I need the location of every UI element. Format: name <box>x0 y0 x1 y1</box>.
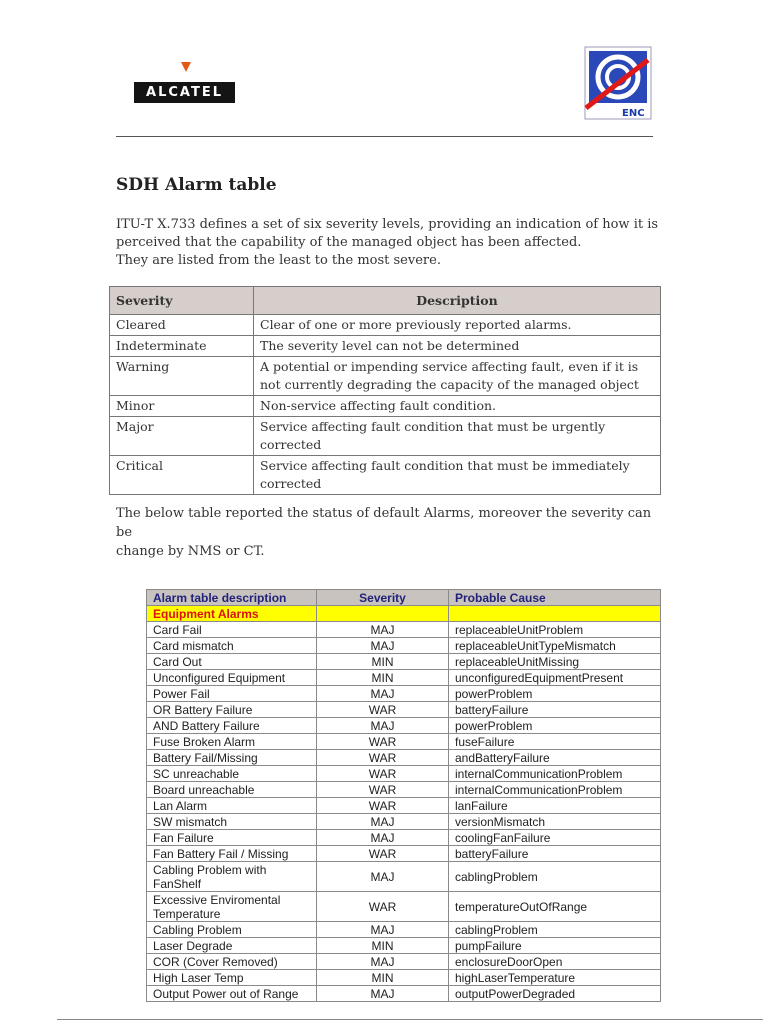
alarm-severity: MAJ <box>317 718 449 734</box>
alarm-row <box>147 638 661 654</box>
severity-row <box>110 396 661 417</box>
alarm-description: Power Fail <box>147 686 317 702</box>
alarm-group-label: Equipment Alarms <box>147 606 317 622</box>
severity-table-header <box>110 287 661 315</box>
severity-row <box>110 315 661 336</box>
alarm-description: Excessive Enviromental Temperature <box>147 892 317 922</box>
alarm-row <box>147 686 661 702</box>
alarm-probable-cause: temperatureOutOfRange <box>449 892 661 922</box>
alarm-description: COR (Cover Removed) <box>147 954 317 970</box>
alarm-probable-cause: pumpFailure <box>449 938 661 954</box>
alarm-severity: WAR <box>317 892 449 922</box>
alarm-table-header <box>147 590 661 606</box>
alarm-probable-cause: fuseFailure <box>449 734 661 750</box>
alarm-row <box>147 750 661 766</box>
alarm-description: Cabling Problem with FanShelf <box>147 862 317 892</box>
logo-triangle-icon <box>181 62 191 72</box>
alarm-row <box>147 734 661 750</box>
alarm-group-empty-cell <box>449 606 661 622</box>
alarm-description: Board unreachable <box>147 782 317 798</box>
alarm-row <box>147 798 661 814</box>
severity-description: Service affecting fault condition that must be urgently corrected <box>254 417 661 456</box>
severity-description: Clear of one or more previously reported alarms. <box>254 315 661 336</box>
alarm-description: Card mismatch <box>147 638 317 654</box>
alarm-probable-cause: outputPowerDegraded <box>449 986 661 1002</box>
severity-row <box>110 456 661 495</box>
alarm-row <box>147 654 661 670</box>
alarm-severity: WAR <box>317 702 449 718</box>
alarm-row <box>147 938 661 954</box>
alarm-description: Output Power out of Range <box>147 986 317 1002</box>
enc-logo-text: ENC <box>622 108 645 119</box>
severity-level: Warning <box>110 357 254 396</box>
alarm-row <box>147 922 661 938</box>
enc-logo <box>584 46 652 120</box>
alarm-row <box>147 846 661 862</box>
alarm-severity: MAJ <box>317 954 449 970</box>
alarm-description: Fan Battery Fail / Missing <box>147 846 317 862</box>
intro-paragraph <box>116 216 676 270</box>
alarm-cause-column-header: Probable Cause <box>449 590 661 606</box>
alarm-group-row <box>147 606 661 622</box>
alarm-row <box>147 954 661 970</box>
alarm-description: Battery Fail/Missing <box>147 750 317 766</box>
severity-level: Indeterminate <box>110 336 254 357</box>
alarm-description: Card Out <box>147 654 317 670</box>
severity-row <box>110 357 661 396</box>
alcatel-logo-text: ALCATEL <box>134 82 235 103</box>
alarm-row <box>147 718 661 734</box>
intro-line: They are listed from the least to the most severe. <box>116 253 441 268</box>
alarm-severity: MAJ <box>317 830 449 846</box>
alarm-severity: MIN <box>317 670 449 686</box>
page-title: SDH Alarm table <box>116 175 277 195</box>
alarm-probable-cause: internalCommunicationProblem <box>449 782 661 798</box>
alarm-probable-cause: andBatteryFailure <box>449 750 661 766</box>
alarm-probable-cause: replaceableUnitTypeMismatch <box>449 638 661 654</box>
alarm-severity: WAR <box>317 766 449 782</box>
severity-row <box>110 336 661 357</box>
severity-description: Non-service affecting fault condition. <box>254 396 661 417</box>
alarm-description: Fuse Broken Alarm <box>147 734 317 750</box>
alarm-severity: WAR <box>317 782 449 798</box>
alarm-row <box>147 830 661 846</box>
alarm-description: SW mismatch <box>147 814 317 830</box>
alarm-description: Fan Failure <box>147 830 317 846</box>
alarm-severity: MAJ <box>317 814 449 830</box>
alarm-description: Cabling Problem <box>147 922 317 938</box>
alarm-probable-cause: lanFailure <box>449 798 661 814</box>
alarm-description: AND Battery Failure <box>147 718 317 734</box>
alarm-severity: MAJ <box>317 922 449 938</box>
alarm-probable-cause: cablingProblem <box>449 922 661 938</box>
severity-level: Critical <box>110 456 254 495</box>
alarm-severity: WAR <box>317 798 449 814</box>
alarm-probable-cause: unconfiguredEquipmentPresent <box>449 670 661 686</box>
severity-table <box>109 286 661 495</box>
alarm-probable-cause: versionMismatch <box>449 814 661 830</box>
alarm-severity: MAJ <box>317 622 449 638</box>
alarm-row <box>147 622 661 638</box>
alarm-severity: WAR <box>317 846 449 862</box>
alarm-row <box>147 862 661 892</box>
alarm-severity: MIN <box>317 970 449 986</box>
alarm-description: Lan Alarm <box>147 798 317 814</box>
alarm-row <box>147 970 661 986</box>
alarm-table <box>146 589 661 1002</box>
alarm-description: Laser Degrade <box>147 938 317 954</box>
severity-row <box>110 417 661 456</box>
alarm-probable-cause: enclosureDoorOpen <box>449 954 661 970</box>
alarm-severity: MAJ <box>317 686 449 702</box>
severity-description: A potential or impending service affecting fault, even if it is not currently degrading the capacity of the managed object <box>254 357 661 396</box>
alarm-probable-cause: powerProblem <box>449 686 661 702</box>
alarm-row <box>147 814 661 830</box>
alarm-row <box>147 782 661 798</box>
alarm-severity: MAJ <box>317 862 449 892</box>
alarm-severity: MAJ <box>317 638 449 654</box>
severity-level: Major <box>110 417 254 456</box>
alarm-severity: MAJ <box>317 986 449 1002</box>
alarm-row <box>147 766 661 782</box>
note-line: The below table reported the status of default Alarms, moreover the severity can be <box>116 506 652 540</box>
alarm-description: Unconfigured Equipment <box>147 670 317 686</box>
alarm-severity-column-header: Severity <box>317 590 449 606</box>
description-column-header: Description <box>254 287 661 315</box>
note-line: change by NMS or CT. <box>116 544 265 559</box>
severity-level: Minor <box>110 396 254 417</box>
alarm-desc-column-header: Alarm table description <box>147 590 317 606</box>
footer-divider <box>57 1019 763 1020</box>
alarm-probable-cause: batteryFailure <box>449 702 661 718</box>
alarm-group-empty-cell <box>317 606 449 622</box>
alarm-severity: MIN <box>317 654 449 670</box>
alarm-severity: WAR <box>317 734 449 750</box>
alarm-severity: WAR <box>317 750 449 766</box>
severity-description: The severity level can not be determined <box>254 336 661 357</box>
severity-level: Cleared <box>110 315 254 336</box>
alarm-note-paragraph <box>116 504 656 561</box>
severity-column-header: Severity <box>110 287 254 315</box>
alarm-row <box>147 892 661 922</box>
alarm-probable-cause: highLaserTemperature <box>449 970 661 986</box>
alarm-description: SC unreachable <box>147 766 317 782</box>
alarm-probable-cause: powerProblem <box>449 718 661 734</box>
alarm-severity: MIN <box>317 938 449 954</box>
alarm-probable-cause: batteryFailure <box>449 846 661 862</box>
alarm-description: Card Fail <box>147 622 317 638</box>
intro-line: perceived that the capability of the managed object has been affected. <box>116 235 582 250</box>
intro-line: ITU-T X.733 defines a set of six severity levels, providing an indication of how it is <box>116 217 659 232</box>
enc-logo-icon <box>584 46 652 120</box>
alarm-probable-cause: internalCommunicationProblem <box>449 766 661 782</box>
alcatel-logo <box>134 62 235 102</box>
alarm-probable-cause: coolingFanFailure <box>449 830 661 846</box>
alarm-description: High Laser Temp <box>147 970 317 986</box>
alarm-row <box>147 670 661 686</box>
alarm-probable-cause: replaceableUnitProblem <box>449 622 661 638</box>
severity-description: Service affecting fault condition that must be immediately corrected <box>254 456 661 495</box>
alarm-row <box>147 986 661 1002</box>
alarm-probable-cause: replaceableUnitMissing <box>449 654 661 670</box>
alarm-description: OR Battery Failure <box>147 702 317 718</box>
header-divider <box>116 136 653 137</box>
alarm-row <box>147 702 661 718</box>
alarm-probable-cause: cablingProblem <box>449 862 661 892</box>
